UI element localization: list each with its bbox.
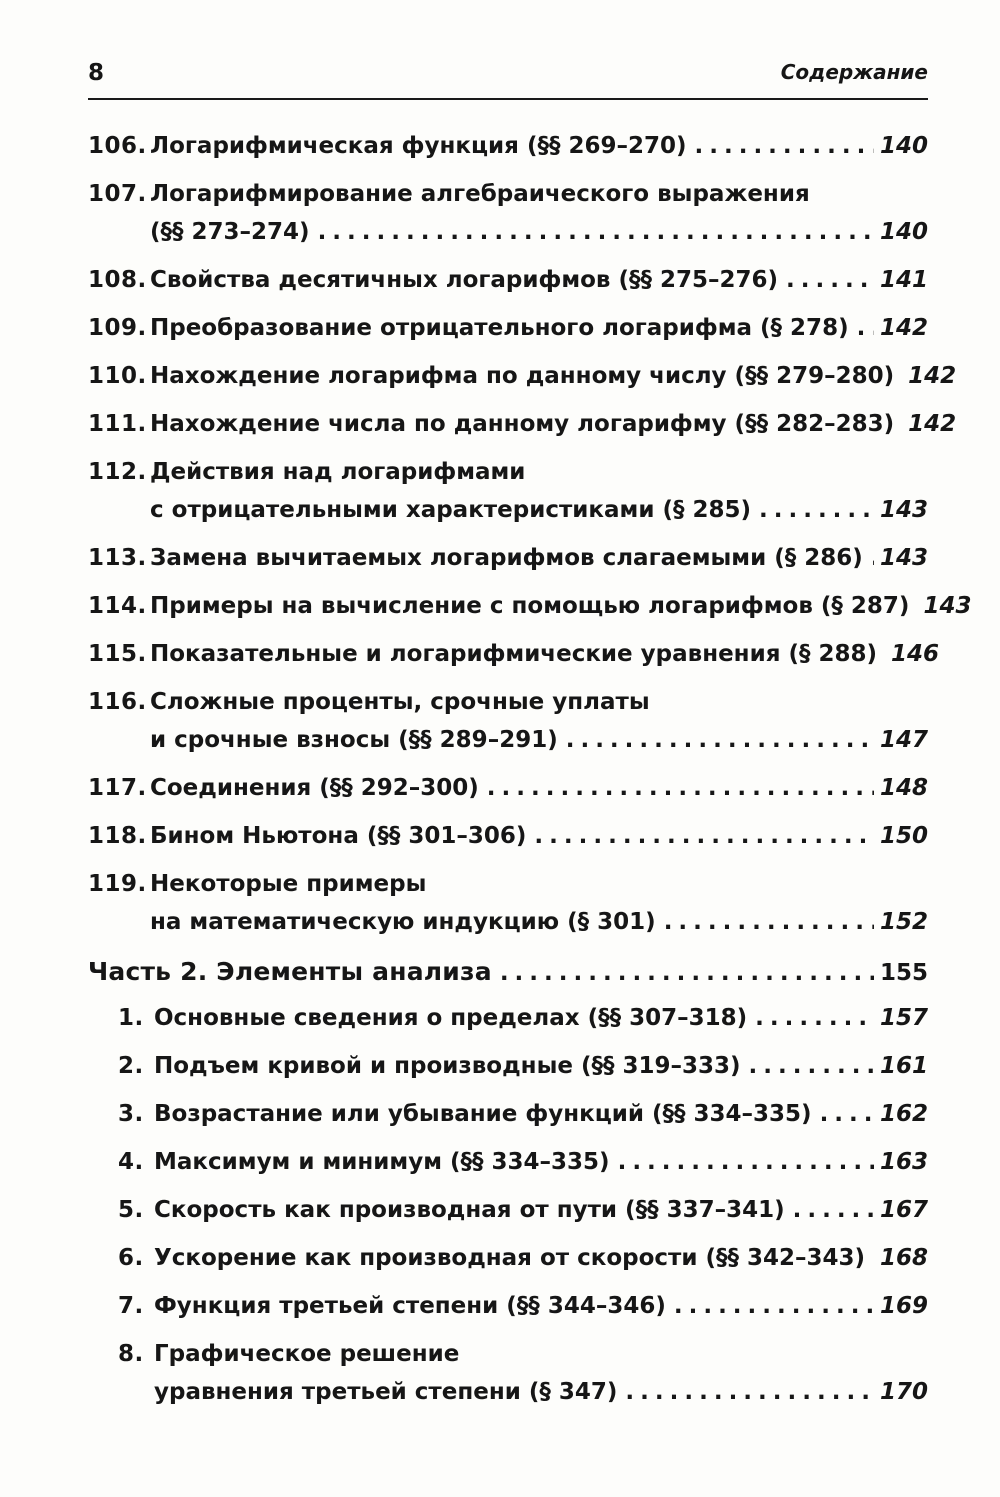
entry-text	[154, 1336, 928, 1372]
toc-entry-line	[88, 406, 957, 454]
dot-leader	[755, 1000, 874, 1036]
toc-entry[interactable]	[88, 176, 928, 262]
toc-entry[interactable]	[88, 684, 928, 770]
entry-text	[150, 684, 928, 720]
dot-leader	[871, 540, 874, 576]
entry-title: Функция третьей степени (§§ 344–346)	[154, 1293, 666, 1319]
dot-leader	[857, 310, 874, 346]
entry-text	[150, 722, 928, 758]
entry-number: 108.	[88, 267, 147, 293]
entry-text	[154, 1000, 928, 1036]
dot-leader	[759, 492, 874, 528]
entry-page: 143	[923, 593, 972, 619]
toc-entry[interactable]	[88, 262, 928, 310]
toc-entry[interactable]	[88, 1048, 928, 1096]
entry-title: Ускорение как производная от скорости (§§ 342–343)	[154, 1245, 866, 1271]
entry-text	[150, 176, 928, 212]
toc-entry[interactable]	[88, 1144, 928, 1192]
entry-number: 114.	[88, 593, 147, 619]
toc-entry-line	[88, 540, 928, 588]
dot-leader	[786, 262, 874, 298]
toc-entry[interactable]	[88, 1288, 928, 1336]
entry-number: 112.	[88, 459, 147, 485]
entry-text	[150, 454, 928, 490]
toc-entry-line	[88, 1288, 928, 1336]
entry-text	[154, 1048, 928, 1084]
toc-entry[interactable]	[88, 588, 972, 636]
running-title: Содержание	[780, 60, 928, 84]
dot-leader	[793, 1192, 874, 1228]
dot-leader	[749, 1048, 874, 1084]
toc-entry[interactable]	[88, 866, 928, 952]
toc-entry-line	[88, 1144, 928, 1192]
toc-entry[interactable]	[88, 1336, 928, 1422]
entry-text	[154, 1374, 928, 1410]
running-header	[88, 58, 928, 100]
entry-text	[150, 866, 928, 902]
toc-entry-line	[88, 262, 928, 310]
part-text	[88, 954, 928, 991]
dot-leader	[618, 1144, 874, 1180]
entry-title: Некоторые примеры	[150, 871, 427, 897]
entry-title: Нахождение числа по данному логарифму (§§ 282–283)	[150, 411, 895, 437]
toc-entry[interactable]	[88, 1240, 928, 1288]
dot-leader	[566, 722, 874, 758]
entry-number: 119.	[88, 871, 147, 897]
toc-entry[interactable]	[88, 636, 940, 684]
entry-text	[150, 358, 957, 394]
toc-entry-line	[88, 722, 928, 770]
entry-number: 6.	[118, 1245, 144, 1271]
toc-entry-line	[88, 1096, 928, 1144]
entry-text	[150, 540, 928, 576]
toc-entry-line	[88, 1000, 928, 1048]
dot-leader	[534, 818, 874, 854]
entry-page: 167	[879, 1197, 928, 1223]
toc-entry-line	[88, 358, 957, 406]
toc-entry-line	[88, 818, 928, 866]
toc-entry-line	[88, 128, 928, 176]
entry-title: Преобразование отрицательного логарифма (§ 278)	[150, 315, 849, 341]
entry-title: Максимум и минимум (§§ 334–335)	[154, 1149, 610, 1175]
entry-title: Подъем кривой и производные (§§ 319–333)	[154, 1053, 741, 1079]
toc-entry-line	[88, 1374, 928, 1422]
toc-entry-line	[88, 904, 928, 952]
entry-page: 161	[879, 1053, 928, 1079]
dot-leader	[674, 1288, 874, 1324]
toc-entry[interactable]	[88, 770, 928, 818]
entry-page: 168	[879, 1245, 928, 1271]
entry-page: 141	[879, 267, 928, 293]
entry-title: Действия над логарифмами	[150, 459, 526, 485]
dot-leader	[664, 904, 874, 940]
entry-title: Основные сведения о пределах (§§ 307–318)	[154, 1005, 748, 1031]
dot-leader	[487, 770, 874, 806]
toc-entry[interactable]	[88, 406, 957, 454]
entry-title: Замена вычитаемых логарифмов слагаемыми (§ 286)	[150, 545, 863, 571]
toc-entry[interactable]	[88, 818, 928, 866]
toc-entry-line	[88, 1240, 928, 1288]
part-line	[88, 954, 928, 1002]
entry-text	[154, 1288, 928, 1324]
entry-number: 113.	[88, 545, 147, 571]
toc-entry-line	[88, 214, 928, 262]
entry-text	[150, 636, 940, 672]
entry-number: 118.	[88, 823, 147, 849]
entry-number: 1.	[118, 1005, 144, 1031]
entry-page: 146	[891, 641, 940, 667]
entry-page: 142	[908, 411, 957, 437]
part-page: 155	[879, 960, 928, 986]
entry-page: 140	[879, 219, 928, 245]
entry-title: Нахождение логарифма по данному числу (§§ 279–280)	[150, 363, 895, 389]
entry-title: Скорость как производная от пути (§§ 337–341)	[154, 1197, 785, 1223]
toc-entry[interactable]	[88, 128, 928, 176]
entry-number: 115.	[88, 641, 147, 667]
toc-entry[interactable]	[88, 1096, 928, 1144]
entry-number: 8.	[118, 1341, 144, 1367]
dot-leader	[820, 1096, 874, 1132]
entry-page: 142	[908, 363, 957, 389]
entry-page: 152	[879, 909, 928, 935]
toc-entry-line	[88, 588, 972, 636]
entry-title: (§§ 273–274)	[150, 219, 310, 245]
toc-entry-line	[88, 770, 928, 818]
page-number: 8	[88, 60, 105, 86]
entry-title: Соединения (§§ 292–300)	[150, 775, 479, 801]
entry-text	[150, 818, 928, 854]
toc-entry[interactable]	[88, 1000, 928, 1048]
toc-entry-line	[88, 1048, 928, 1096]
entry-title: с отрицательными характеристиками (§ 285)	[150, 497, 751, 523]
entry-number: 7.	[118, 1293, 144, 1319]
entry-number: 111.	[88, 411, 147, 437]
entry-page: 150	[879, 823, 928, 849]
entry-text	[150, 406, 957, 442]
dot-leader	[695, 128, 874, 164]
toc-entry[interactable]	[88, 1192, 928, 1240]
entry-text	[150, 904, 928, 940]
entry-page: 170	[879, 1379, 928, 1405]
entry-text	[154, 1240, 928, 1276]
entry-number: 2.	[118, 1053, 144, 1079]
entry-page: 169	[879, 1293, 928, 1319]
entry-number: 4.	[118, 1149, 144, 1175]
entry-page: 157	[879, 1005, 928, 1031]
entry-title: Бином Ньютона (§§ 301–306)	[150, 823, 527, 849]
entry-text	[150, 492, 928, 528]
dot-leader	[873, 1240, 874, 1276]
entry-number: 110.	[88, 363, 147, 389]
dot-leader	[500, 955, 874, 991]
entry-number: 106.	[88, 133, 147, 159]
entry-page: 148	[879, 775, 928, 801]
entry-text	[150, 214, 928, 250]
entry-text	[154, 1144, 928, 1180]
entry-title: Возрастание или убывание функций (§§ 334–335)	[154, 1101, 812, 1127]
part-heading[interactable]	[88, 954, 928, 1002]
toc-entry-line	[88, 636, 940, 684]
entry-number: 109.	[88, 315, 147, 341]
entry-title: Примеры на вычисление с помощью логарифмов (§ 287)	[150, 593, 910, 619]
toc-entry-line	[88, 492, 928, 540]
entry-title: уравнения третьей степени (§ 347)	[154, 1379, 618, 1405]
entry-text	[150, 310, 928, 346]
entry-text	[154, 1096, 928, 1132]
entry-page: 142	[879, 315, 928, 341]
entry-title: Сложные проценты, срочные уплаты	[150, 689, 650, 715]
toc-entry[interactable]	[88, 310, 928, 358]
entry-title: на математическую индукцию (§ 301)	[150, 909, 656, 935]
entry-number: 116.	[88, 689, 147, 715]
part-title: Часть 2. Элементы анализа	[88, 957, 492, 986]
entry-text	[150, 588, 972, 624]
entry-page: 140	[879, 133, 928, 159]
entry-page: 147	[879, 727, 928, 753]
entry-title: Графическое решение	[154, 1341, 460, 1367]
dot-leader	[625, 1374, 874, 1410]
toc-entry[interactable]	[88, 358, 957, 406]
dot-leader	[318, 214, 874, 250]
toc-entry-line	[88, 310, 928, 358]
entry-page: 162	[879, 1101, 928, 1127]
entry-number: 3.	[118, 1101, 144, 1127]
toc-entry[interactable]	[88, 454, 928, 540]
entry-text	[150, 262, 928, 298]
toc-entry[interactable]	[88, 540, 928, 588]
entry-title: Свойства десятичных логарифмов (§§ 275–276)	[150, 267, 779, 293]
entry-title: Показательные и логарифмические уравнения (§ 288)	[150, 641, 878, 667]
toc-entry-line	[88, 1192, 928, 1240]
entry-page: 143	[879, 545, 928, 571]
entry-title: и срочные взносы (§§ 289–291)	[150, 727, 558, 753]
entry-text	[150, 128, 928, 164]
entry-text	[154, 1192, 928, 1228]
entry-number: 117.	[88, 775, 147, 801]
entry-title: Логарифмирование алгебраического выражения	[150, 181, 810, 207]
entry-number: 107.	[88, 181, 147, 207]
entry-page: 163	[879, 1149, 928, 1175]
entry-text	[150, 770, 928, 806]
entry-page: 143	[879, 497, 928, 523]
entry-number: 5.	[118, 1197, 144, 1223]
entry-title: Логарифмическая функция (§§ 269–270)	[150, 133, 687, 159]
